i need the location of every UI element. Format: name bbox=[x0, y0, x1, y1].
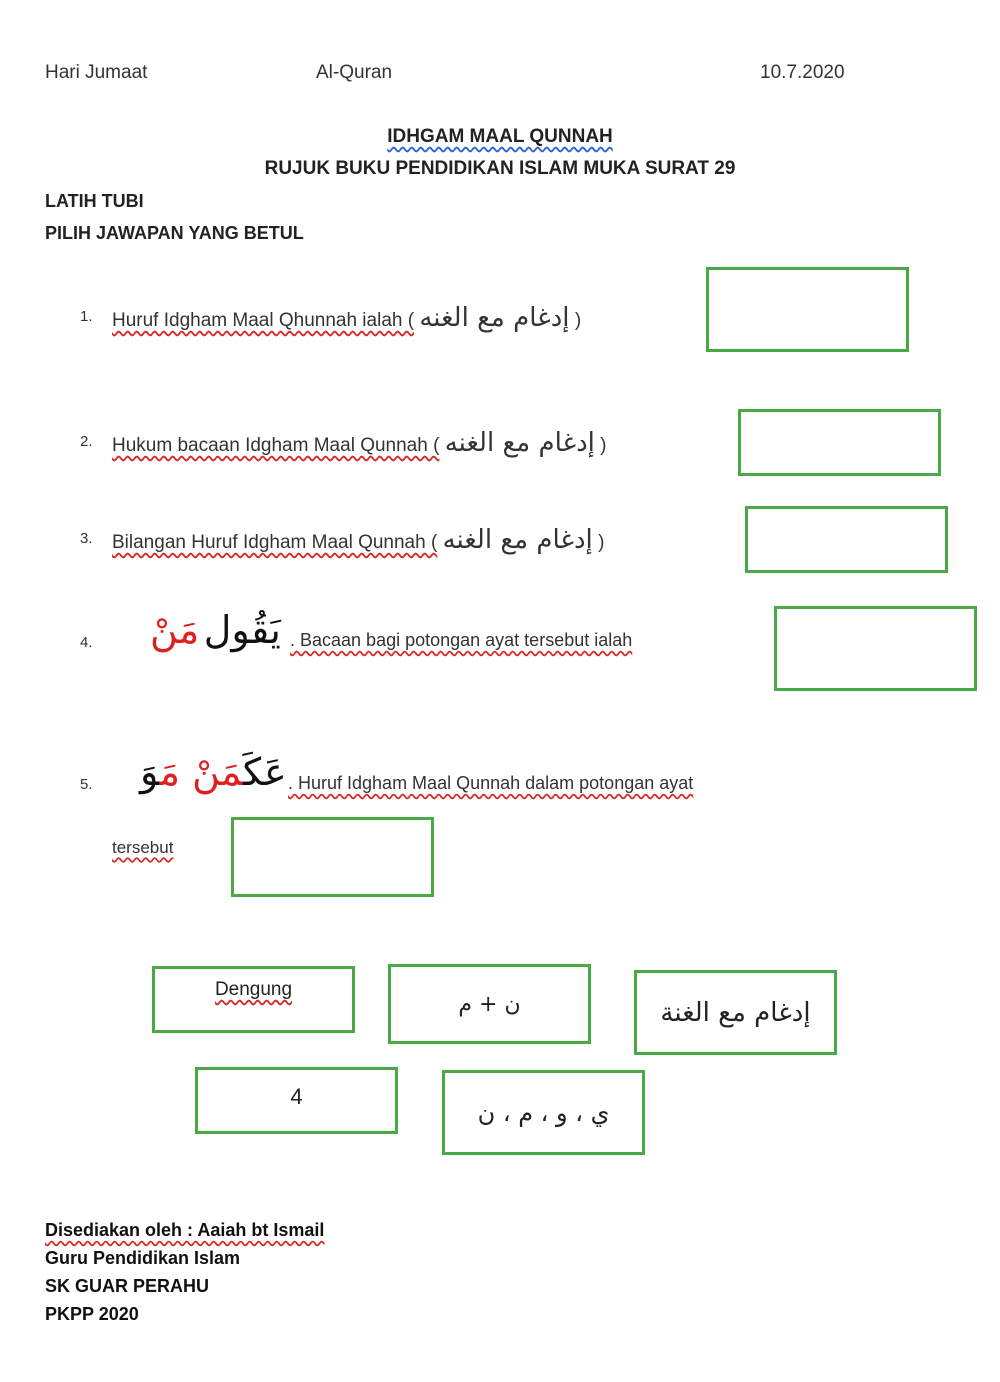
answer-tile-dengung[interactable]: Dengung bbox=[152, 966, 355, 1033]
answer-box-1[interactable] bbox=[706, 267, 909, 352]
question-2-text: Hukum bacaan Idgham Maal Qunnah ( إدغام مع الغنه ) bbox=[112, 428, 607, 458]
answer-box-5[interactable] bbox=[231, 817, 434, 897]
page-subtitle: RUJUK BUKU PENDIDIKAN ISLAM MUKA SURAT 29 bbox=[264, 158, 736, 179]
question-1-arabic: إدغام مع الغنه bbox=[419, 303, 570, 333]
answer-tile-four[interactable]: 4 bbox=[195, 1067, 398, 1134]
header-subject: Al-Quran bbox=[316, 62, 393, 83]
answer-tile-nun-mim[interactable]: ن + م bbox=[388, 964, 591, 1044]
answer-box-3[interactable] bbox=[745, 506, 948, 573]
question-2-number: 2. bbox=[80, 433, 93, 450]
question-5-ayat-red: مَنْ مَ bbox=[159, 750, 243, 794]
question-2-arabic: إدغام مع الغنه bbox=[444, 428, 595, 458]
question-5-ayat-black-1: وَ bbox=[140, 750, 160, 794]
question-5-ayat-black-2: عَكَ bbox=[242, 750, 287, 794]
footer-prepared-by: Disediakan oleh : Aaiah bt Ismail bbox=[45, 1220, 325, 1240]
footer-program: PKPP 2020 bbox=[45, 1304, 139, 1324]
footer-role: Guru Pendidikan Islam bbox=[45, 1248, 241, 1268]
question-4-number: 4. bbox=[80, 634, 93, 651]
question-5-text-cont: tersebut bbox=[112, 838, 174, 857]
instruction-choose: PILIH JAWAPAN YANG BETUL bbox=[45, 223, 304, 243]
page-title: IDHGAM MAAL QUNNAH bbox=[387, 126, 613, 147]
question-4-ayat-black: يَقُول bbox=[203, 608, 281, 652]
question-5-number: 5. bbox=[80, 776, 93, 793]
answer-tile-idgham-arabic[interactable]: إدغام مع الغنة bbox=[634, 970, 837, 1055]
question-1-number: 1. bbox=[80, 308, 93, 325]
question-4-ayat bbox=[150, 608, 281, 652]
answer-box-4[interactable] bbox=[774, 606, 977, 691]
question-4-ayat-red: مَنْ bbox=[150, 608, 200, 652]
question-5-ayat bbox=[140, 750, 287, 794]
header-date: 10.7.2020 bbox=[760, 62, 845, 83]
question-3-arabic: إدغام مع الغنه bbox=[442, 525, 593, 555]
question-3-number: 3. bbox=[80, 530, 93, 547]
footer-school: SK GUAR PERAHU bbox=[45, 1276, 210, 1296]
question-4-text: . Bacaan bagi potongan ayat tersebut ialah bbox=[290, 630, 633, 650]
question-5-text: . Huruf Idgham Maal Qunnah dalam potongan ayat bbox=[288, 773, 694, 793]
answer-box-2[interactable] bbox=[738, 409, 941, 476]
answer-tile-letters[interactable]: ي ، و ، م ، ن bbox=[442, 1070, 645, 1155]
instruction-practice: LATIH TUBI bbox=[45, 191, 144, 211]
header-day: Hari Jumaat bbox=[45, 62, 148, 83]
question-1-text: Huruf Idgham Maal Qhunnah ialah ( إدغام مع الغنه ) bbox=[112, 303, 582, 333]
question-3-text: Bilangan Huruf Idgham Maal Qunnah ( إدغام مع الغنه ) bbox=[112, 525, 605, 555]
